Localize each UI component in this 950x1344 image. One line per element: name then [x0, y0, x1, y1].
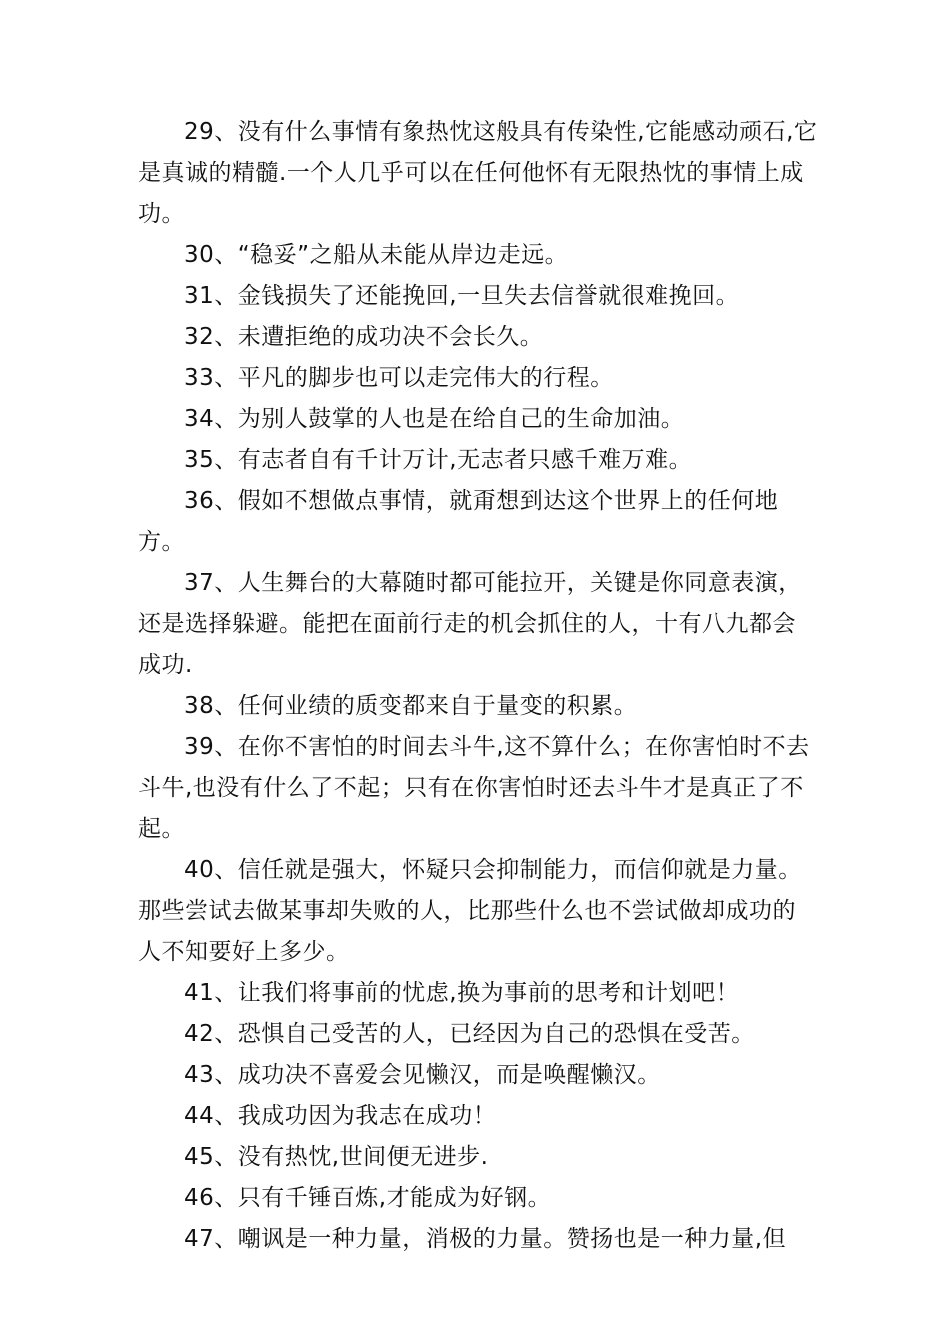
quote-paragraph-38: 38、任何业绩的质变都来自于量变的积累。	[184, 693, 638, 719]
quote-paragraph-42: 42、恐惧自己受苦的人，已经因为自己的恐惧在受苦。	[184, 1021, 755, 1047]
quote-paragraph-47: 47、嘲讽是一种力量，消极的力量。赞扬也是一种力量,但	[184, 1226, 787, 1252]
quote-paragraph-34: 34、为别人鼓掌的人也是在给自己的生命加油。	[184, 406, 685, 432]
quote-paragraph-46: 46、只有千锤百炼,才能成为好钢。	[184, 1185, 552, 1211]
quote-paragraph-39: 39、在你不害怕的时间去斗牛,这不算什么；在你害怕时不去斗牛,也没有什么了不起；只有在你害怕时还去斗牛才是真正了不起。	[138, 734, 810, 842]
quote-paragraph-31: 31、金钱损失了还能挽回,一旦失去信誉就很难挽回。	[184, 283, 740, 309]
quote-paragraph-32: 32、未遭拒绝的成功决不会长久。	[184, 324, 544, 350]
quote-paragraph-33: 33、平凡的脚步也可以走完伟大的行程。	[184, 365, 614, 391]
quote-paragraph-45: 45、没有热忱,世间便无进步.	[184, 1144, 489, 1170]
quote-paragraph-41: 41、让我们将事前的忧虑,换为事前的思考和计划吧！	[184, 980, 740, 1006]
quote-paragraph-35: 35、有志者自有千计万计,无志者只感千难万难。	[184, 447, 693, 473]
document-body	[138, 112, 818, 1260]
quote-paragraph-36: 36、假如不想做点事情，就甭想到达这个世界上的任何地方。	[138, 488, 779, 555]
quote-paragraph-43: 43、成功决不喜爱会见懒汉，而是唤醒懒汉。	[184, 1062, 661, 1088]
quote-paragraph-37: 37、人生舞台的大幕随时都可能拉开，关键是你同意表演，还是选择躲避。能把在面前行走的机会抓住的人，十有八九都会成功.	[138, 570, 802, 678]
quote-paragraph-40: 40、信任就是强大，怀疑只会抑制能力，而信仰就是力量。那些尝试去做某事却失败的人，比那些什么也不尝试做却成功的人不知要好上多少。	[138, 857, 802, 965]
quote-paragraph-44: 44、我成功因为我志在成功！	[184, 1103, 497, 1129]
quote-paragraph-30: 30、“稳妥”之船从未能从岸边走远。	[184, 242, 569, 268]
quote-paragraph-29: 29、没有什么事情有象热忱这般具有传染性,它能感动顽石,它是真诚的精髓.一个人几乎可以在任何他怀有无限热忱的事情上成功。	[138, 119, 818, 227]
